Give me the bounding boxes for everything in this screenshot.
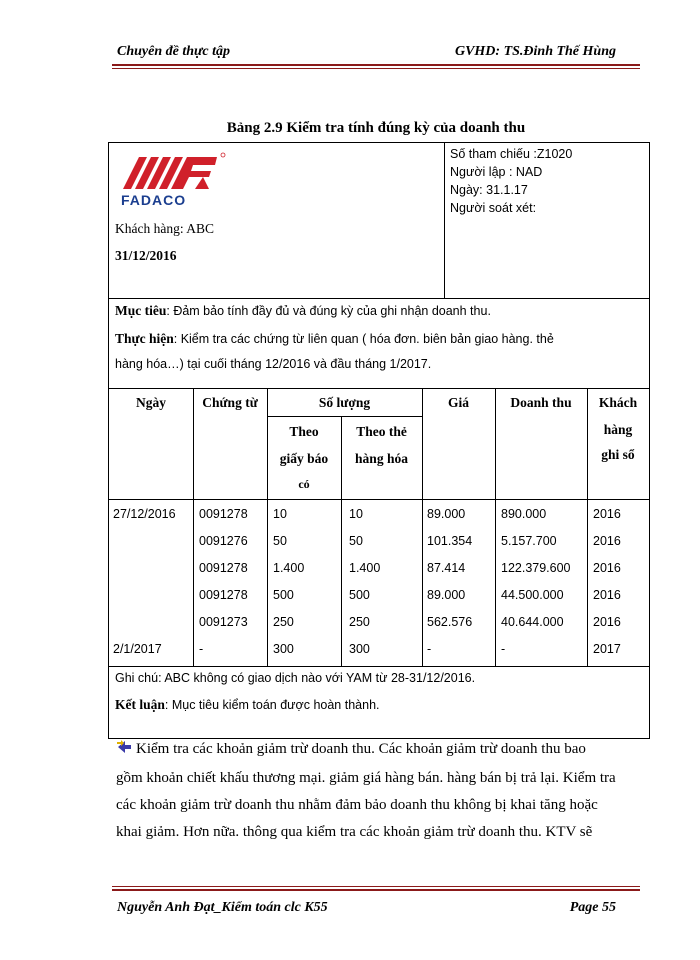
row6-date: 2/1/2017 <box>113 642 162 656</box>
body-line-2: gồm khoản chiết khấu thương mại. giảm giá hàng bán. hàng bán bị trả lại. Kiểm tra <box>116 770 616 786</box>
body-line-4: khai giảm. Hơn nữa. thông qua kiểm tra các khoản giảm trừ doanh thu. KTV sẽ <box>116 824 593 840</box>
col-doc-header: Chứng từ <box>202 395 258 410</box>
row4-qty-a: 500 <box>273 588 294 602</box>
logo-mark-icon <box>117 149 229 209</box>
row5-revenue: 40.644.000 <box>501 615 564 629</box>
row4-cust: 2016 <box>593 588 621 602</box>
conclusion-text: : Mục tiêu kiểm toán được hoàn thành. <box>164 698 380 712</box>
body-line-1 <box>116 736 640 765</box>
header-rule <box>112 64 640 66</box>
row1-qty-b: 10 <box>349 507 363 521</box>
header-left: Chuyên đề thực tập <box>117 44 231 59</box>
footer-rule <box>112 889 640 891</box>
col-qty-a-1: Theo <box>289 424 319 439</box>
row5-doc: 0091273 <box>199 615 248 629</box>
body-line-3: các khoản giảm trừ doanh thu nhằm đảm bảo doanh thu không bị khai tăng hoặc <box>116 797 598 813</box>
body-text-1: Kiểm tra các khoản giảm trừ doanh thu. Các khoản giảm trừ doanh thu bao <box>136 741 586 757</box>
conclusion-label: Kết luận <box>115 697 165 712</box>
row1-date: 27/12/2016 <box>113 507 176 521</box>
objective-text: : Đảm bảo tính đầy đủ và đúng kỳ của ghi nhận doanh thu. <box>166 304 491 318</box>
row2-cust: 2016 <box>593 534 621 548</box>
row6-revenue: - <box>501 642 506 656</box>
col-qty-b-1: Theo thẻ <box>356 424 407 439</box>
col-qty-a-3: có <box>298 477 310 491</box>
row1-qty-a: 10 <box>273 507 287 521</box>
row3-revenue: 122.379.600 <box>501 561 571 575</box>
objective <box>115 303 491 319</box>
row2-revenue: 5.157.700 <box>501 534 557 548</box>
row4-price: 89.000 <box>427 588 466 602</box>
col-cust-2: hàng <box>603 422 633 437</box>
col-cust-1: Khách <box>598 395 638 410</box>
row4-revenue: 44.500.000 <box>501 588 564 602</box>
header-rule-thin <box>112 68 640 69</box>
row6-qty-b: 300 <box>349 642 370 656</box>
row6-doc: - <box>199 642 204 656</box>
row1-doc: 0091278 <box>199 507 248 521</box>
row2-price: 101.354 <box>427 534 473 548</box>
row6-price: - <box>427 642 432 656</box>
row3-price: 87.414 <box>427 561 466 575</box>
header-right: GVHD: TS.Đinh Thế Hùng <box>454 44 616 59</box>
conclusion <box>115 697 380 713</box>
client-date: 31/12/2016 <box>115 248 177 263</box>
procedure-label: Thực hiện <box>115 331 174 346</box>
row4-doc: 0091278 <box>199 588 248 602</box>
row4-qty-b: 500 <box>349 588 370 602</box>
table-title: Bảng 2.9 Kiểm tra tính đúng kỳ của doanh thu <box>226 120 526 136</box>
objective-label: Mục tiêu <box>115 303 167 318</box>
bullet-arrow-icon <box>116 738 136 765</box>
row5-price: 562.576 <box>427 615 473 629</box>
col-qty-b-2: hàng hóa <box>355 451 408 466</box>
row2-qty-a: 50 <box>273 534 287 548</box>
table-body <box>109 499 649 666</box>
client-name: Khách hàng: ABC <box>115 221 214 236</box>
body-paragraph <box>116 736 640 846</box>
col-revenue-header: Doanh thu <box>510 395 572 410</box>
row2-doc: 0091276 <box>199 534 248 548</box>
row5-qty-a: 250 <box>273 615 294 629</box>
col-qty-header: Số lượng <box>318 395 371 410</box>
reviewer: Người soát xét: <box>450 201 537 215</box>
fadaco-logo <box>117 149 229 209</box>
row3-qty-b: 1.400 <box>349 561 381 575</box>
audit-table <box>108 142 650 739</box>
row3-cust: 2016 <box>593 561 621 575</box>
row5-cust: 2016 <box>593 615 621 629</box>
ref-number: Số tham chiếu :Z1020 <box>450 147 573 161</box>
col-qty-a-2: giấy báo <box>279 451 329 466</box>
procedure-text-1: : Kiểm tra các chứng từ liên quan ( hóa đơn. biên bản giao hàng. thẻ <box>173 332 554 346</box>
prepared-date: Ngày: 31.1.17 <box>450 183 528 197</box>
page-number: Page 55 <box>569 900 616 915</box>
logo-text: FADACO <box>121 192 187 208</box>
procedure-text-2: hàng hóa…) tại cuối tháng 12/2016 và đầu tháng 1/2017. <box>115 357 432 371</box>
row1-cust: 2016 <box>593 507 621 521</box>
note: Ghi chú: ABC không có giao dịch nào với YAM từ 28-31/12/2016. <box>115 671 476 685</box>
row3-qty-a: 1.400 <box>273 561 305 575</box>
row1-price: 89.000 <box>427 507 466 521</box>
row2-qty-b: 50 <box>349 534 363 548</box>
col-cust-3: ghi sổ <box>601 447 635 462</box>
row1-revenue: 890.000 <box>501 507 547 521</box>
row6-cust: 2017 <box>593 642 621 656</box>
col-price-header: Giá <box>447 395 469 410</box>
procedure <box>115 331 554 347</box>
col-date-header: Ngày <box>136 395 166 410</box>
row6-qty-a: 300 <box>273 642 294 656</box>
row5-qty-b: 250 <box>349 615 370 629</box>
row3-doc: 0091278 <box>199 561 248 575</box>
preparer: Người lập : NAD <box>450 165 543 179</box>
footer-rule-thin <box>112 886 640 887</box>
footer-left: Nguyễn Anh Đạt_Kiểm toán clc K55 <box>117 900 328 915</box>
